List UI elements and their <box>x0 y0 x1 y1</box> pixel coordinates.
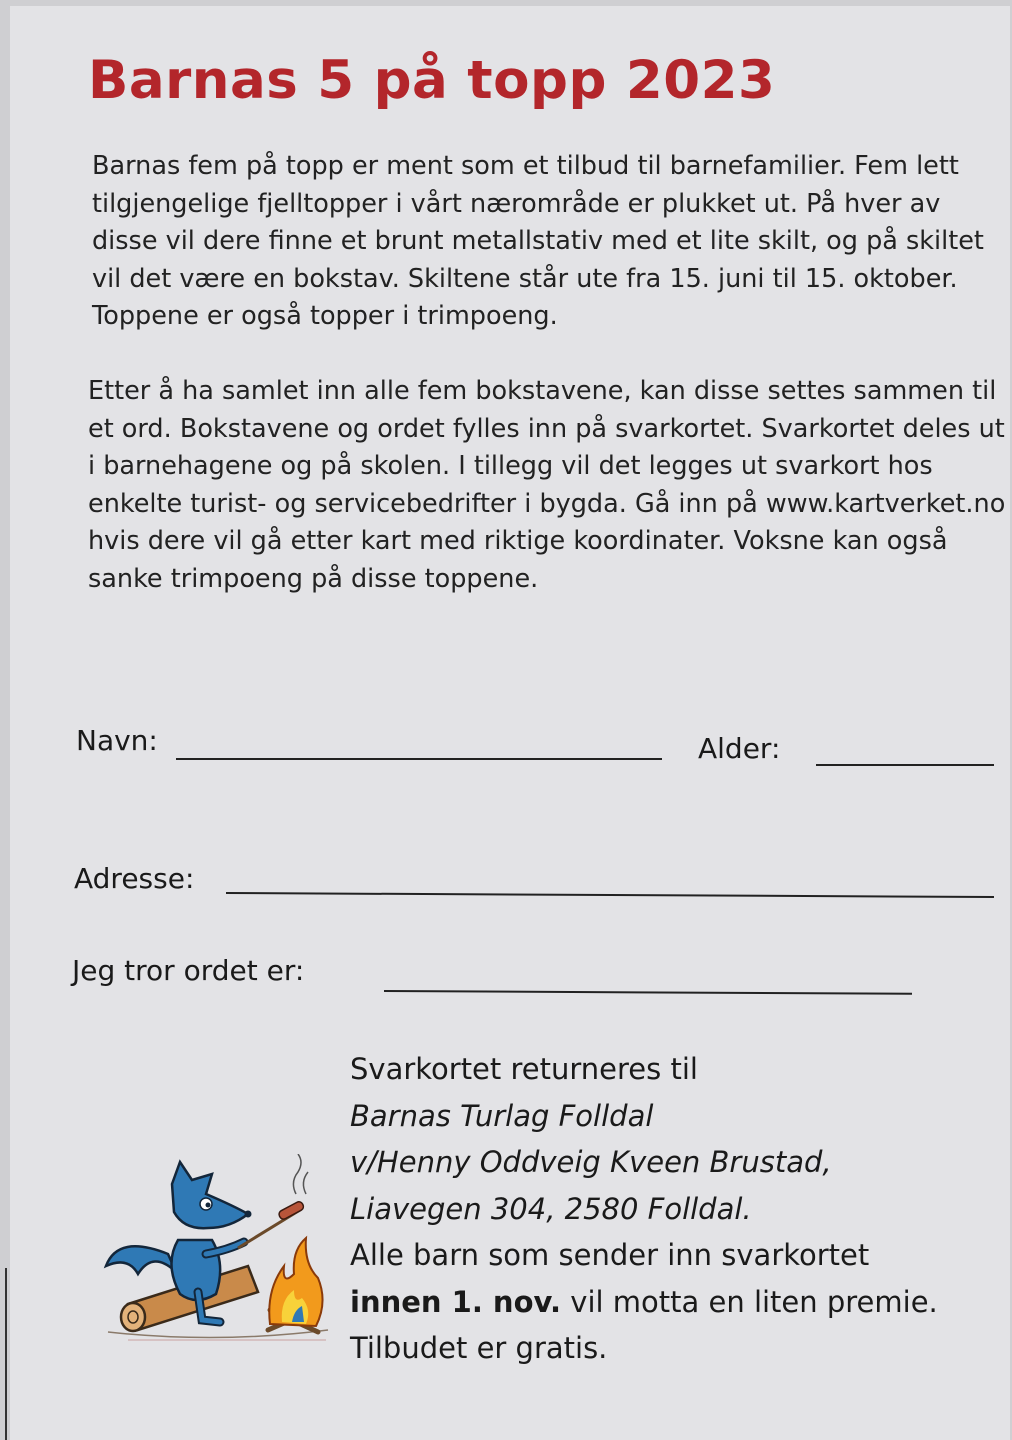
address-field[interactable] <box>226 892 994 898</box>
free-note: Tilbudet er gratis. <box>350 1331 608 1365</box>
word-guess-label: Jeg tror ordet er: <box>72 954 305 987</box>
prize-text: vil motta en liten premie. <box>561 1284 938 1319</box>
return-heading: Svarkortet returneres til <box>350 1052 698 1086</box>
answer-card <box>10 6 1010 1440</box>
word-guess-field[interactable] <box>384 990 912 995</box>
name-label: Navn: <box>76 724 158 757</box>
deadline-text: innen 1. nov. <box>350 1284 562 1319</box>
address-label: Adresse: <box>74 862 195 895</box>
organization-name: Barnas Turlag Folldal <box>350 1098 654 1133</box>
intro-paragraph: Barnas fem på topp er ment som et tilbud til barnefamilier. Fem lett tilgjengelige fjelltopper i vårt nærområde er plukket ut. På hver av disse vil dere finne et brunt metallstativ med et lite skilt, og på skiltet vil det være en bokstav. Skiltene står ute fra 15. juni til 15. oktober. Toppene er også topper i trimpoeng. <box>92 151 984 331</box>
page-title: Barnas 5 på topp 2023 <box>88 50 776 111</box>
postal-address: Liavegen 304, 2580 Folldal. <box>350 1191 752 1226</box>
prize-note: Alle barn som sender inn svarkortet <box>350 1238 870 1272</box>
return-info <box>350 1046 1010 1372</box>
name-field[interactable] <box>176 758 662 760</box>
age-label: Alder: <box>698 732 781 765</box>
contact-person: v/Henny Oddveig Kveen Brustad, <box>350 1145 832 1179</box>
fox-campfire-icon <box>98 1154 338 1354</box>
campfire-icon <box>268 1238 323 1332</box>
age-field[interactable] <box>816 764 994 766</box>
deadline-line <box>350 1279 1010 1326</box>
binding-edge <box>5 1268 7 1440</box>
instructions-paragraph: Etter å ha samlet inn alle fem bokstavene, kan disse settes sammen til et ord. Bokstavene og ordet fylles inn på svarkortet. Svarkortet deles ut i barnehagene og på skolen. I tillegg vil det legges ut svarkort hos enkelte turist- og servicebedrifter i bygda. Gå inn på www.kartverket.no hvis dere vil gå etter kart med riktige koordinater. Voksne kan også sanke trimpoeng på disse toppene. <box>88 376 1006 594</box>
